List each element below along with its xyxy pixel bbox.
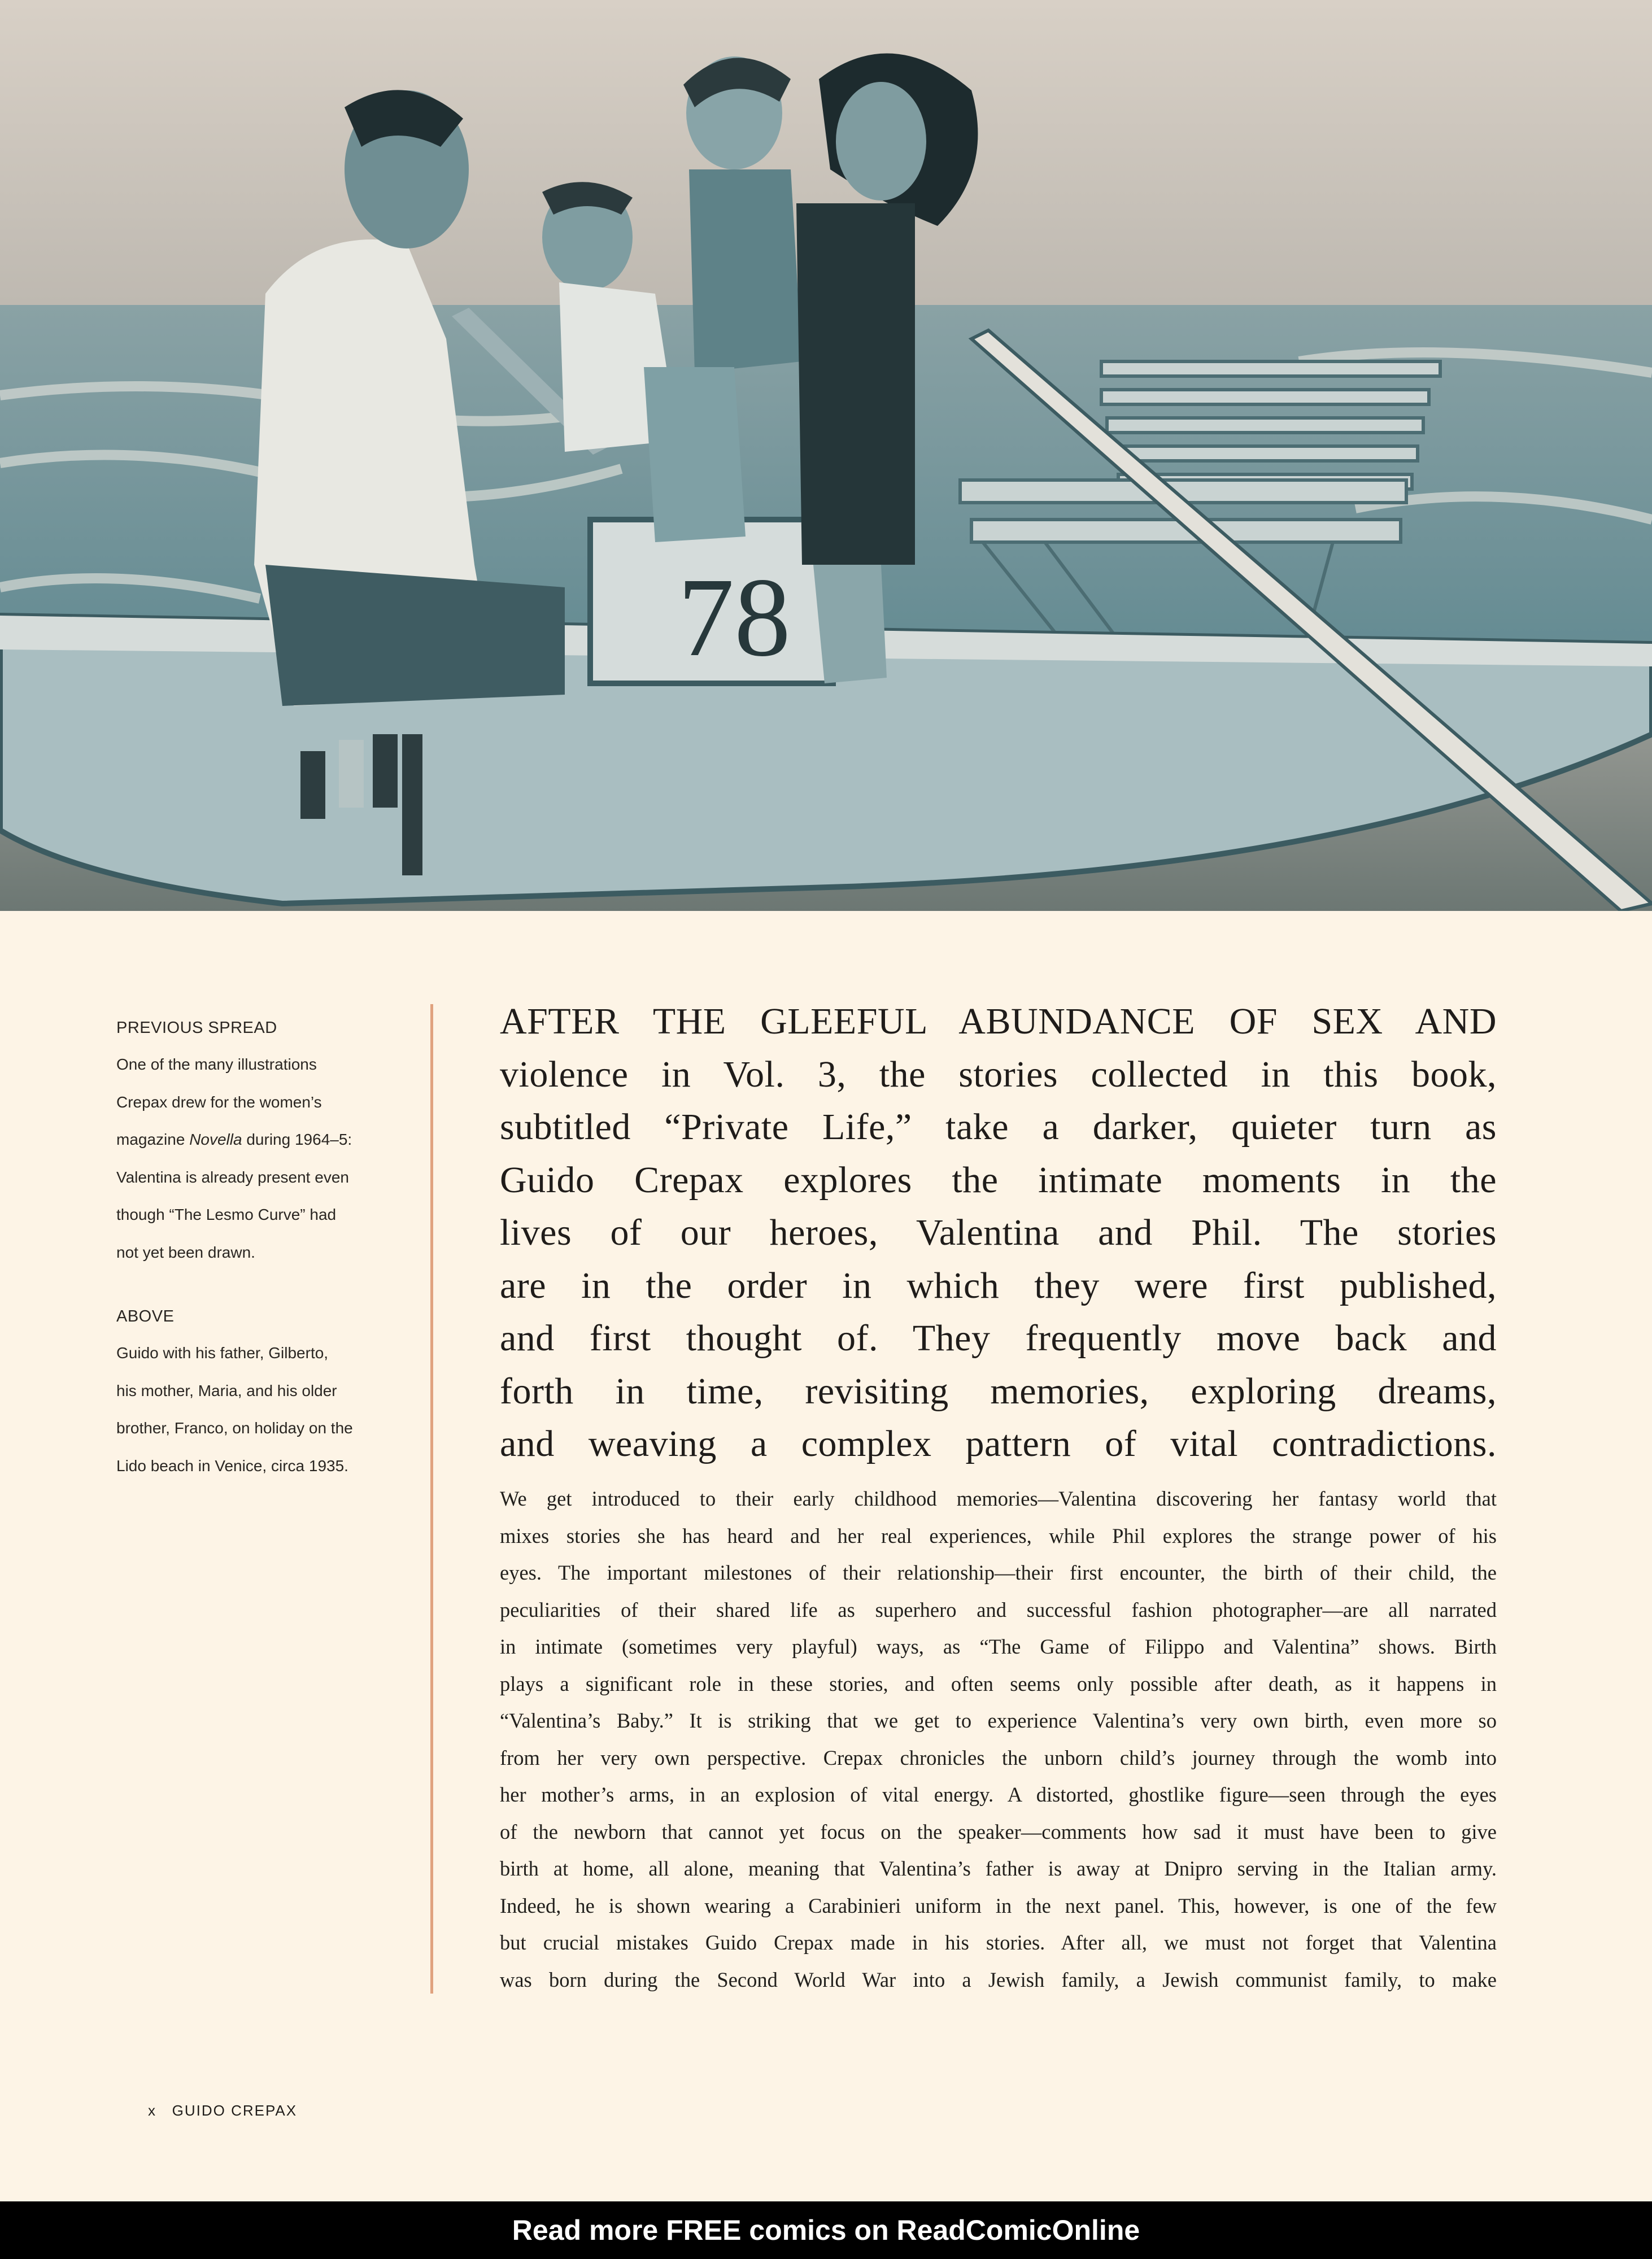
caption-line: though “The Lesmo Curve” had: [116, 1206, 337, 1223]
caption-line: One of the many illustrations: [116, 1056, 317, 1073]
body-line: Indeed, he is shown wearing a Carabinieri uniform in the next panel. This, however, is one of the few: [500, 1894, 1497, 1917]
body-line: mixes stories she has heard and her real experiences, while Phil explores the strange power of his: [500, 1524, 1497, 1547]
caption-line: his mother, Maria, and his older: [116, 1381, 337, 1399]
caption-above: [116, 1335, 382, 1485]
body-line: peculiarities of their shared life as superhero and successful fashion photographer—are all narrated: [500, 1598, 1497, 1621]
lead-paragraph: [500, 995, 1497, 1471]
caption-line: Lido beach in Venice, circa 1935.: [116, 1456, 348, 1475]
lead-line: subtitled “Private Life,” take a darker, quieter turn as: [500, 1106, 1497, 1148]
caption-line: Valentina is already present even: [116, 1168, 349, 1186]
caption-previous: [116, 1046, 382, 1271]
body-line: We get introduced to their early childhood memories—Valentina discovering her fantasy world that: [500, 1487, 1497, 1510]
body-line: from her very own perspective. Crepax chronicles the unborn child’s journey through the womb into: [500, 1746, 1497, 1769]
caption-line: Guido with his father, Gilberto,: [116, 1344, 329, 1362]
beach-family-photo: [0, 0, 1652, 911]
lead-line: AFTER THE GLEEFUL ABUNDANCE OF SEX AND: [500, 1001, 1497, 1042]
lead-line: lives of our heroes, Valentina and Phil. The stories: [500, 1212, 1497, 1253]
body-line: plays a significant role in these stories, and often seems only possible after death, as it happens in: [500, 1672, 1497, 1695]
page-folio: [148, 2102, 297, 2120]
svg-text:78: 78: [678, 555, 791, 680]
body-line: was born during the Second World War into a Jewish family, a Jewish communist family, to make: [500, 1968, 1497, 1991]
lead-line: Guido Crepax explores the intimate moments in the: [500, 1159, 1497, 1201]
body-paragraph: [500, 1480, 1497, 1998]
promo-banner[interactable]: Read more FREE comics on ReadComicOnline: [0, 2201, 1652, 2259]
body-line: in intimate (sometimes very playful) ways, as “The Game of Filippo and Valentina” shows. Birth: [500, 1635, 1497, 1658]
caption-line: Crepax drew for the women’s: [116, 1093, 322, 1111]
lead-line: forth in time, revisiting memories, exploring dreams,: [500, 1370, 1497, 1412]
body-line: of the newborn that cannot yet focus on the speaker—comments how sad it must have been to give: [500, 1820, 1497, 1843]
caption-line: not yet been drawn.: [116, 1243, 255, 1261]
folio-title: GUIDO CREPAX: [172, 2102, 298, 2119]
caption-heading-previous: PREVIOUS SPREAD: [116, 1019, 277, 1037]
lead-line: violence in Vol. 3, the stories collected in this book,: [500, 1053, 1497, 1095]
lead-line: and weaving a complex pattern of vital contradictions.: [500, 1423, 1497, 1464]
body-line: eyes. The important milestones of their relationship—their first encounter, the birth of their child, the: [500, 1561, 1497, 1584]
folio-page-number: x: [148, 2102, 156, 2119]
body-line: “Valentina’s Baby.” It is striking that we get to experience Valentina’s very own birth, even more so: [500, 1709, 1497, 1732]
body-line: but crucial mistakes Guido Crepax made in his stories. After all, we must not forget that Valentina: [500, 1931, 1497, 1954]
divider-rule: [430, 1004, 433, 1994]
lead-line: and first thought of. They frequently move back and: [500, 1318, 1497, 1359]
caption-line: magazine Novella during 1964–5:: [116, 1131, 352, 1148]
caption-heading-above: ABOVE: [116, 1307, 175, 1325]
body-line: her mother’s arms, in an explosion of vital energy. A distorted, ghostlike figure—seen through the eyes: [500, 1783, 1497, 1806]
caption-line: brother, Franco, on holiday on the: [116, 1419, 353, 1437]
body-line: birth at home, all alone, meaning that Valentina’s father is away at Dnipro serving in the Italian army.: [500, 1857, 1497, 1880]
caption-sidebar: [116, 1017, 382, 1485]
lead-line: are in the order in which they were first published,: [500, 1264, 1497, 1306]
sign-78: [590, 520, 833, 683]
